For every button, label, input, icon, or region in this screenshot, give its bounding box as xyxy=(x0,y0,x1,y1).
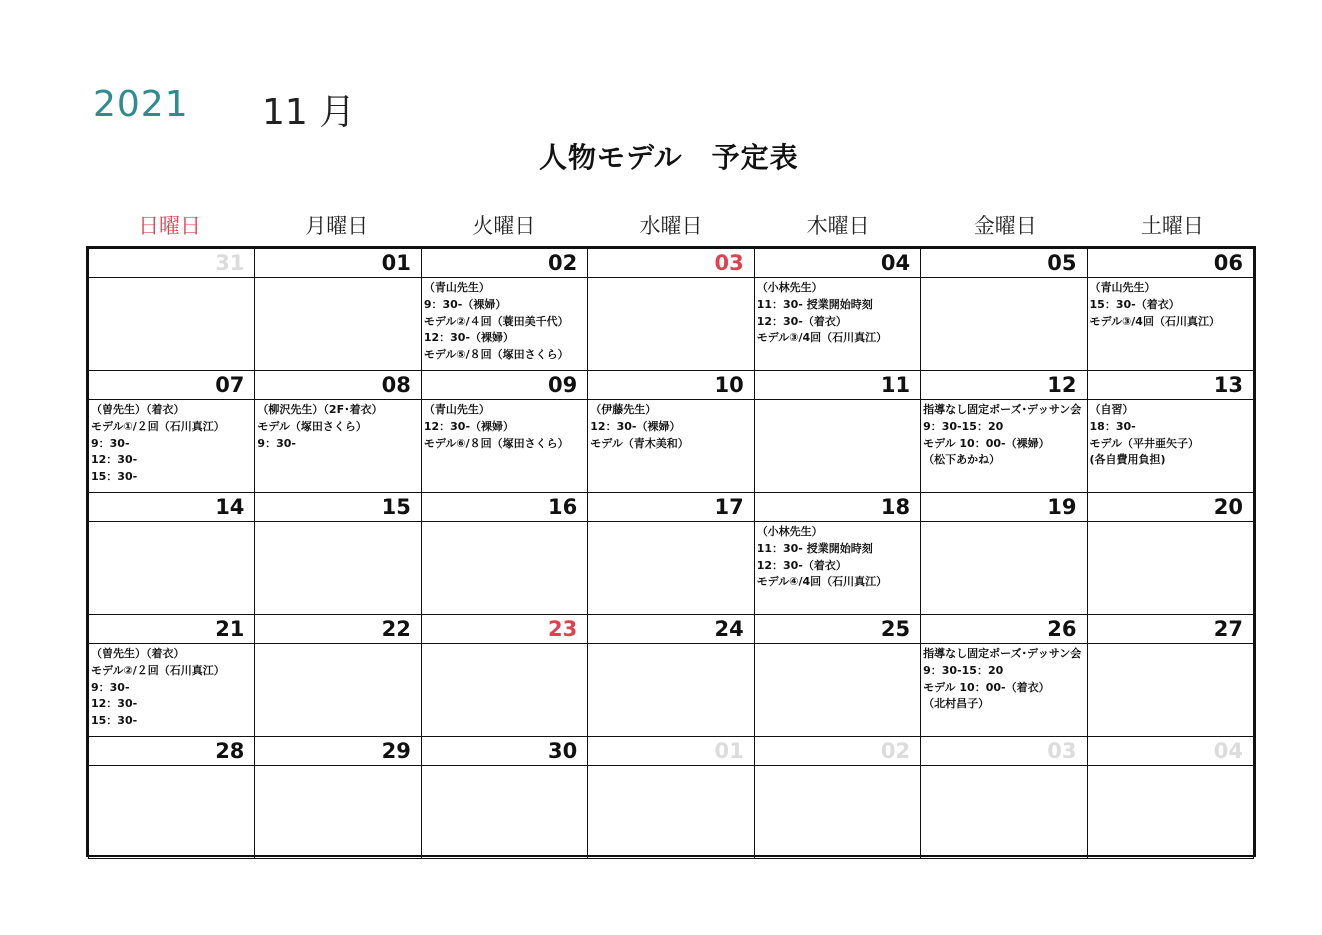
day-number: 25 xyxy=(754,615,920,644)
event-line: （自習） xyxy=(1089,403,1134,416)
day-number: 04 xyxy=(754,249,920,278)
day-events-cell xyxy=(588,278,754,371)
week-3-date-row xyxy=(89,493,1254,522)
event-line: モデル④/4回（石川真江） xyxy=(756,575,888,589)
day-number: 28 xyxy=(89,737,255,766)
day-events-cell xyxy=(421,400,587,493)
day-events-cell xyxy=(921,644,1087,737)
event-line: モデル③/4回（石川真江） xyxy=(756,331,888,345)
day-events-cell xyxy=(1087,644,1253,737)
day-number: 09 xyxy=(421,371,587,400)
event-line: モデル 10：00-（裸婦） xyxy=(923,436,1050,450)
week-4-date-row xyxy=(89,615,1254,644)
header-year: 2021 xyxy=(93,84,189,125)
day-events-cell xyxy=(921,400,1087,493)
day-number: 03 xyxy=(921,737,1087,766)
day-events-cell xyxy=(1087,522,1253,615)
day-number: 11 xyxy=(754,371,920,400)
day-events-cell xyxy=(754,278,920,371)
day-number: 16 xyxy=(421,493,587,522)
day-number: 08 xyxy=(255,371,421,400)
event-line: （曽先生）（着衣） xyxy=(91,647,185,660)
event-line: 9：30- xyxy=(91,436,130,450)
day-events-cell xyxy=(1087,400,1253,493)
day-events-cell xyxy=(89,644,255,737)
event-line: 12：30-（裸婦） xyxy=(423,331,515,345)
weekday-thursday: 木曜日 xyxy=(806,214,870,238)
day-number: 23 xyxy=(421,615,587,644)
weekday-sunday: 日曜日 xyxy=(138,214,202,238)
week-2-date-row xyxy=(89,371,1254,400)
event-line: （曽先生）（着衣） xyxy=(91,403,185,416)
weekday-monday: 月曜日 xyxy=(305,214,369,238)
event-line: モデル（平井亜矢子） xyxy=(1089,436,1199,450)
day-events-cell xyxy=(255,278,421,371)
day-number: 20 xyxy=(1087,493,1253,522)
weekday-header-row xyxy=(86,208,1256,244)
event-line: （柳沢先生）（2F･着衣） xyxy=(257,403,383,416)
event-line: 15：30- xyxy=(91,714,138,728)
event-line: （青山先生） xyxy=(1089,281,1156,294)
event-line: モデル 10：00-（着衣） xyxy=(923,680,1050,694)
day-number: 21 xyxy=(89,615,255,644)
weekday-friday: 金曜日 xyxy=(973,214,1037,238)
day-events-cell xyxy=(421,766,587,859)
day-events-cell xyxy=(255,522,421,615)
day-events-cell xyxy=(89,400,255,493)
weekday-wednesday: 水曜日 xyxy=(639,214,703,238)
event-line: モデル⑤/８回（塚田さくら） xyxy=(423,348,569,362)
event-line: （小林先生） xyxy=(756,525,823,538)
day-events-cell xyxy=(89,522,255,615)
event-line: （青山先生） xyxy=(423,403,490,416)
event-line: モデル（青木美和） xyxy=(590,436,689,450)
day-number: 13 xyxy=(1087,371,1253,400)
day-events-cell xyxy=(921,278,1087,371)
day-events-cell xyxy=(754,766,920,859)
event-line: モデル⑥/８回（塚田さくら） xyxy=(423,436,569,450)
week-5-events-row xyxy=(89,766,1254,859)
event-line: （伊藤先生） xyxy=(590,403,657,416)
week-2-events-row xyxy=(89,400,1254,493)
day-number: 18 xyxy=(754,493,920,522)
event-line: 11：30- 授業開始時刻 xyxy=(756,541,873,555)
event-line: 12：30- xyxy=(91,453,138,467)
event-line: （松下あかね） xyxy=(923,453,1001,467)
event-line: 9：30-15：20 xyxy=(923,419,1004,433)
day-events-cell xyxy=(588,644,754,737)
week-3-events-row xyxy=(89,522,1254,615)
event-line: モデル②/４回（蓑田美千代） xyxy=(423,314,569,328)
day-number: 31 xyxy=(89,249,255,278)
event-line: 12：30-（裸婦） xyxy=(590,419,681,433)
day-events-cell xyxy=(421,522,587,615)
day-events-cell xyxy=(921,766,1087,859)
day-number: 14 xyxy=(89,493,255,522)
event-line: 18：30- xyxy=(1089,419,1136,433)
day-events-cell xyxy=(255,644,421,737)
event-line: 9：30- xyxy=(257,436,296,450)
day-events-cell xyxy=(255,400,421,493)
day-events-cell xyxy=(1087,766,1253,859)
day-events-cell xyxy=(421,644,587,737)
day-number: 01 xyxy=(255,249,421,278)
event-line: モデル（塚田さくら） xyxy=(257,419,367,433)
page-title: 人物モデル 予定表 xyxy=(539,141,799,174)
day-events-cell xyxy=(421,278,587,371)
day-events-cell xyxy=(921,522,1087,615)
day-number: 10 xyxy=(588,371,754,400)
day-events-cell xyxy=(754,400,920,493)
event-line: モデル②/２回（石川真江） xyxy=(91,663,225,677)
day-number: 01 xyxy=(588,737,754,766)
day-events-cell xyxy=(255,766,421,859)
day-number: 30 xyxy=(421,737,587,766)
day-number: 15 xyxy=(255,493,421,522)
event-line: （小林先生） xyxy=(756,281,823,294)
day-events-cell xyxy=(588,522,754,615)
day-events-cell xyxy=(1087,278,1253,371)
event-line: （青山先生） xyxy=(423,281,490,294)
event-line: 9：30- xyxy=(91,680,130,694)
event-line: 指導なし固定ポーズ･デッサン会 xyxy=(923,647,1082,660)
day-number: 03 xyxy=(588,249,754,278)
event-line: モデル③/4回（石川真江） xyxy=(1089,314,1220,328)
weekday-saturday: 土曜日 xyxy=(1140,214,1204,238)
day-events-cell xyxy=(754,522,920,615)
day-number: 12 xyxy=(921,371,1087,400)
event-line: 15：30- xyxy=(91,470,138,484)
weekday-tuesday: 火曜日 xyxy=(472,214,536,238)
header-month: 11 月 xyxy=(262,92,356,133)
day-events-cell xyxy=(588,400,754,493)
week-4-events-row xyxy=(89,644,1254,737)
event-line: 15：30-（着衣） xyxy=(1089,297,1180,311)
day-number: 06 xyxy=(1087,249,1253,278)
event-line: 9：30-15：20 xyxy=(923,663,1004,677)
week-1-events-row xyxy=(89,278,1254,371)
day-events-cell xyxy=(89,766,255,859)
day-number: 02 xyxy=(754,737,920,766)
event-line: 指導なし固定ポーズ･デッサン会 xyxy=(923,403,1082,416)
event-line: 12：30- xyxy=(91,697,138,711)
event-line: （北村昌子） xyxy=(923,697,990,711)
event-line: 12：30-（着衣） xyxy=(756,558,847,572)
day-number: 24 xyxy=(588,615,754,644)
day-events-cell xyxy=(588,766,754,859)
event-line: (各自費用負担) xyxy=(1089,453,1166,467)
week-5-date-row xyxy=(89,737,1254,766)
day-number: 19 xyxy=(921,493,1087,522)
day-events-cell xyxy=(754,644,920,737)
week-1-date-row xyxy=(89,249,1254,278)
day-number: 27 xyxy=(1087,615,1253,644)
event-line: 12：30-（着衣） xyxy=(756,314,847,328)
day-events-cell xyxy=(89,278,255,371)
day-number: 05 xyxy=(921,249,1087,278)
day-number: 29 xyxy=(255,737,421,766)
day-number: 02 xyxy=(421,249,587,278)
event-line: 11：30- 授業開始時刻 xyxy=(756,297,873,311)
event-line: モデル①/２回（石川真江） xyxy=(91,419,225,433)
day-number: 04 xyxy=(1087,737,1253,766)
event-line: 9：30-（裸婦） xyxy=(423,297,507,311)
day-number: 22 xyxy=(255,615,421,644)
event-line: 12：30-（裸婦） xyxy=(423,419,515,433)
calendar-grid xyxy=(86,246,1256,857)
day-number: 17 xyxy=(588,493,754,522)
day-number: 07 xyxy=(89,371,255,400)
day-number: 26 xyxy=(921,615,1087,644)
